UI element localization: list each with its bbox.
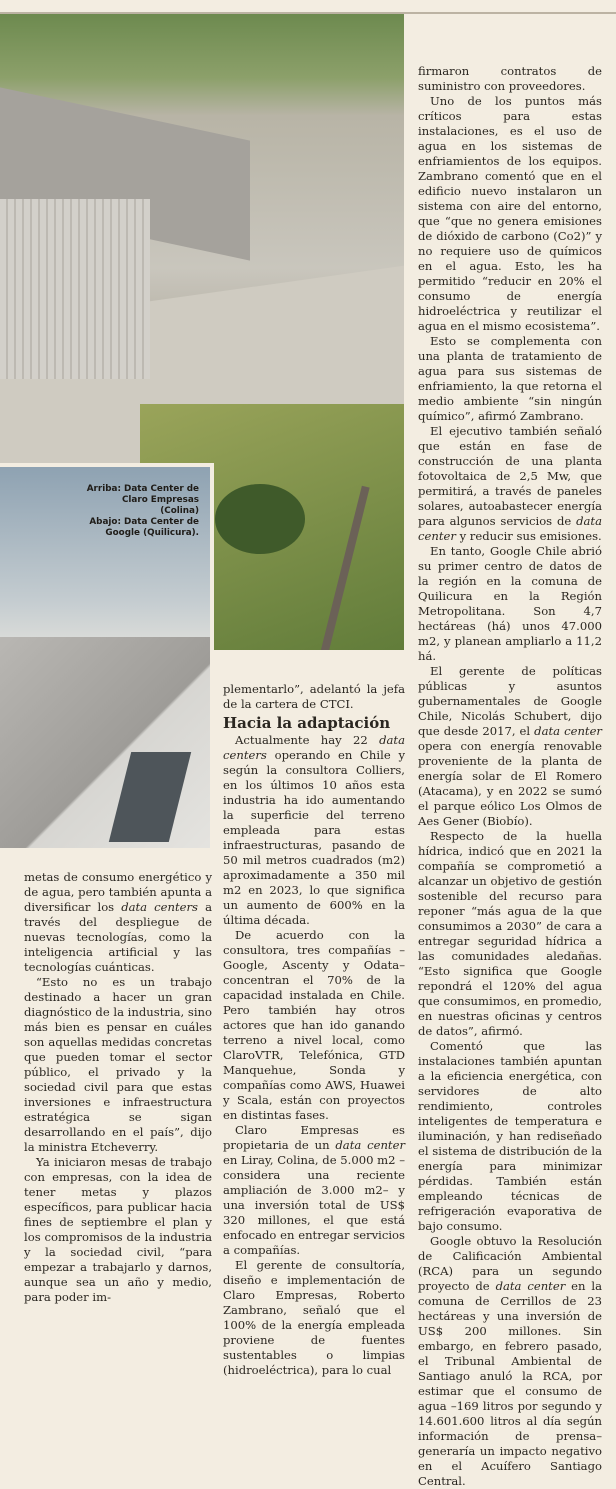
paragraph: Uno de los puntos más críticos para estas instalaciones, es el uso de agua en los sistemas de enfriamientos de los equipos. Zambrano comentó que en el edificio nuevo instalaron un sistema con aire del entorno, que “que no genera emisiones de dióxido de carbono (Co2)” y no requiere uso de químicos en el agua. Esto, les ha permitido “reducir en 20% el consumo de energía hidroeléctrica y reutilizar el agua en el mismo ecosistema”. — [418, 94, 602, 333]
paragraph: “Esto no es un trabajo destinado a hacer un gran diagnóstico de la industria, sino más bien es pensar en cuáles son aquellas medidas concretas que pueden tomar el sector público, el privado y la sociedad civil para que estas inversiones e infraestructura estratégica se sigan desarrollando en el país”, dijo la ministra Etcheverry. — [24, 975, 212, 1154]
paragraph: Actualmente hay 22 data centers operando en Chile y según la consultora Colliers, en los últimos 10 años esta industria ha ido aumentando la superficie del terreno empleada para estas infraestructuras, pasando de 50 mil metros cuadrados (m2) aproximadamente a 350 mil m2 en 2023, lo que significa un aumento de 600% en la última década. — [223, 733, 405, 927]
paragraph: El gerente de consultoría, diseño e implementación de Claro Empresas, Roberto Zambrano, señaló que el 100% de la energía empleada proviene de fuentes sustentables o limpias (hidroeléctrica), para lo cual — [223, 1258, 405, 1377]
paragraph: Ya iniciaron mesas de trabajo con empresas, con la idea de tener metas y plazos específicos, para publicar hacia fines de septiembre el plan y los compromisos de la industria y la sociedad civil, “para empezar a trabajarlo y darnos, aunque sea un año y medio, para poder im- — [24, 1155, 212, 1304]
paragraph: Respecto de la huella hídrica, indicó que en 2021 la compañía se comprometió a alcanzar un objetivo de gestión sostenible del recurso para reponer “más agua de la que consumimos a 2030” de cara a entregar seguridad hídrica a las comunidades aledañas. “Esto significa que Google repondrá el 120% del agua que consumimos, en promedio, en nuestras oficinas y centros de datos”, afirmó. — [418, 829, 602, 1038]
paragraph: De acuerdo con la consultora, tres compañías –Google, Ascenty y Odata– concentran el 70% de la capacidad instalada en Chile. Pero también hay otros actores que han ido ganando terreno a nivel local, como ClaroVTR, Telefónica, GTD Manquehue, Sonda y compañías como AWS, Huawei y Scala, están con proyectos en distintas fases. — [223, 928, 405, 1122]
paragraph: Claro Empresas es propietaria de un data center en Liray, Colina, de 5.000 m2 –considera una reciente ampliación de 3.000 m2– y una inversión total de US$ 320 millones, el que está enfocado en entregar servicios a compañías. — [223, 1123, 405, 1257]
paragraph: metas de consumo energético y de agua, pero también apunta a diversificar los data centers a través del despliegue de nuevas tecnologías, como la inteligencia artificial y las tecnologías cuánticas. — [24, 870, 212, 974]
article-column-3 — [418, 64, 602, 1489]
section-heading: Hacia la adaptación — [223, 714, 391, 732]
caption-line-1: Arriba: Data Center de Claro Empresas (Colina) — [86, 484, 199, 516]
paragraph: El gerente de políticas públicas y asuntos gubernamentales de Google Chile, Nicolás Schubert, dijo que desde 2017, el data center opera con energía renovable proveniente de la planta de energía solar de El Romero (Atacama), y en 2022 se sumó el parque eólico Los Olmos de Aes Gener (Biobío). — [418, 664, 602, 828]
paragraph: plementarlo”, adelantó la jefa de la cartera de CTCI. — [223, 682, 405, 711]
paragraph: En tanto, Google Chile abrió su primer centro de datos de la región en la comuna de Quilicura en la Región Metropolitana. Son 4,7 hectáreas (há) unos 47.000 m2, y planean ampliarlo a 11,2 há. — [418, 544, 602, 663]
paragraph: Google obtuvo la Resolución de Calificación Ambiental (RCA) para un segundo proyecto de data center en la comuna de Cerrillos de 23 hectáreas y una inversión de US$ 200 millones. Sin embargo, en febrero pasado, el Tribunal Ambiental de Santiago anuló la RCA, por estimar que el consumo de agua –169 litros por segundo y 14.601.600 litros al día según información de prensa– generaría un impacto negativo en el Acuífero Santiago Central. — [418, 1234, 602, 1488]
article-column-2 — [223, 682, 405, 1378]
paragraph: Esto se complementa con una planta de tratamiento de agua para sus sistemas de enfriamiento, la que retorna el medio ambiente “sin ningún químico”, afirmó Zambrano. — [418, 334, 602, 423]
article-column-1 — [24, 870, 212, 1305]
paragraph: firmaron contratos de suministro con proveedores. — [418, 64, 602, 93]
photo-caption — [85, 484, 199, 539]
paragraph: El ejecutivo también señaló que están en fase de construcción de una planta fotovoltaica de 2,5 Mw, que permitirá, a través de paneles solares, autoabastecer energía para algunos servicios de data center y reducir sus emisiones. — [418, 424, 602, 543]
caption-line-2: Abajo: Data Center de Google (Quilicura). — [89, 517, 199, 538]
paragraph: Comentó que las instalaciones también apuntan a la eficiencia energética, con servidores de alto rendimiento, controles inteligentes de temperatura e iluminación, y han rediseñado el sistema de distribución de la energía para minimizar pérdidas. También están empleando técnicas de refrigeración evaporativa de bajo consumo. — [418, 1039, 602, 1233]
